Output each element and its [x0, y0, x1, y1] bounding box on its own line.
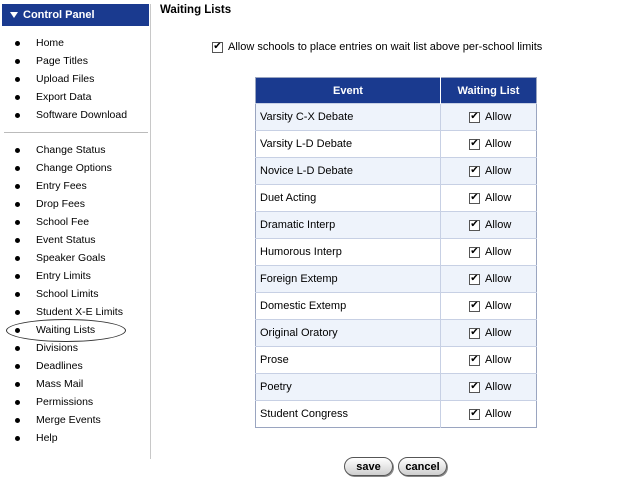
- allow-label: Allow: [485, 246, 512, 258]
- allow-label: Allow: [485, 381, 512, 393]
- sidebar-item-label: Page Titles: [36, 55, 88, 67]
- waiting-list-cell: [441, 266, 537, 293]
- allow-label: Allow: [485, 300, 512, 312]
- allow-above-limits-label: Allow schools to place entries on wait list above per-school limits: [228, 41, 543, 53]
- bullet-icon: [15, 382, 20, 387]
- bullet-icon: [15, 346, 20, 351]
- bullet-icon: [15, 400, 20, 405]
- allow-option[interactable]: [469, 354, 536, 366]
- allow-checkbox[interactable]: ✔: [470, 219, 479, 230]
- bullet-icon: [15, 310, 20, 315]
- sidebar-item[interactable]: [0, 213, 123, 231]
- table-row: [256, 320, 537, 347]
- allow-checkbox[interactable]: ✔: [470, 408, 479, 419]
- bullet-icon: [15, 41, 20, 46]
- sidebar-item-label: Help: [36, 432, 58, 444]
- allow-option[interactable]: [469, 192, 536, 204]
- allow-option[interactable]: [469, 327, 536, 339]
- bullet-icon: [15, 113, 20, 118]
- sidebar-item-label: School Limits: [36, 288, 99, 300]
- sidebar-item[interactable]: [0, 177, 123, 195]
- sidebar-item-label: Speaker Goals: [36, 252, 106, 264]
- bullet-icon: [15, 95, 20, 100]
- event-name-cell: Domestic Extemp: [256, 293, 441, 320]
- table-row: [256, 266, 537, 293]
- sidebar-item[interactable]: [0, 195, 123, 213]
- allow-option[interactable]: [469, 408, 536, 420]
- sidebar-item[interactable]: [0, 52, 127, 70]
- bullet-icon: [15, 238, 20, 243]
- nav-group-settings: [0, 141, 123, 447]
- sidebar-item-label: Export Data: [36, 91, 92, 103]
- sidebar-item[interactable]: [0, 231, 123, 249]
- event-name-cell: Dramatic Interp: [256, 212, 441, 239]
- allow-checkbox[interactable]: ✔: [470, 381, 479, 392]
- event-name-cell: Novice L-D Debate: [256, 158, 441, 185]
- allow-label: Allow: [485, 165, 512, 177]
- sidebar-item-label: Upload Files: [36, 73, 95, 85]
- control-panel-title: Control Panel: [23, 9, 95, 21]
- sidebar-item-label: Change Options: [36, 162, 112, 174]
- sidebar-item[interactable]: [0, 88, 127, 106]
- event-name-cell: Humorous Interp: [256, 239, 441, 266]
- sidebar-item[interactable]: [0, 267, 123, 285]
- sidebar-item[interactable]: [0, 70, 127, 88]
- event-name-cell: Original Oratory: [256, 320, 441, 347]
- waiting-list-cell: [441, 320, 537, 347]
- allow-option[interactable]: [469, 111, 536, 123]
- column-header-waiting-list: Waiting List: [441, 78, 537, 104]
- allow-label: Allow: [485, 111, 512, 123]
- waiting-list-cell: [441, 239, 537, 266]
- sidebar-item-label: Software Download: [36, 109, 128, 121]
- sidebar-item[interactable]: [0, 106, 127, 124]
- table-row: [256, 104, 537, 131]
- waiting-list-cell: [441, 374, 537, 401]
- nav-group-primary: [0, 34, 127, 124]
- table-row: [256, 212, 537, 239]
- table-row: [256, 293, 537, 320]
- event-name-cell: Foreign Extemp: [256, 266, 441, 293]
- allow-above-limits-checkbox[interactable]: ✔: [213, 41, 222, 52]
- table-row: [256, 158, 537, 185]
- sidebar-item-label: School Fee: [36, 216, 90, 228]
- allow-option[interactable]: [469, 219, 536, 231]
- allow-checkbox[interactable]: ✔: [470, 246, 479, 257]
- sidebar-item[interactable]: [0, 249, 123, 267]
- allow-option[interactable]: [469, 273, 536, 285]
- waiting-list-cell: [441, 158, 537, 185]
- control-panel-header[interactable]: [2, 4, 149, 26]
- highlight-oval: [6, 319, 126, 342]
- table-row: [256, 131, 537, 158]
- waiting-list-cell: [441, 104, 537, 131]
- allow-checkbox[interactable]: ✔: [470, 138, 479, 149]
- waiting-list-cell: [441, 185, 537, 212]
- event-name-cell: Varsity C-X Debate: [256, 104, 441, 131]
- table-row: [256, 401, 537, 428]
- bullet-icon: [15, 184, 20, 189]
- allow-checkbox[interactable]: ✔: [470, 192, 479, 203]
- table-row: [256, 239, 537, 266]
- allow-label: Allow: [485, 192, 512, 204]
- sidebar-item-label: Change Status: [36, 144, 106, 156]
- sidebar-item[interactable]: [0, 357, 123, 375]
- allow-label: Allow: [485, 354, 512, 366]
- sidebar-item[interactable]: [0, 285, 123, 303]
- event-name-cell: Prose: [256, 347, 441, 374]
- allow-above-limits-option[interactable]: [212, 41, 542, 53]
- allow-option[interactable]: [469, 165, 536, 177]
- allow-checkbox[interactable]: ✔: [470, 273, 479, 284]
- page-title: Waiting Lists: [160, 4, 232, 16]
- allow-option[interactable]: [469, 300, 536, 312]
- sidebar-item-label: Divisions: [36, 342, 79, 354]
- allow-option[interactable]: [469, 381, 536, 393]
- event-name-cell: Varsity L-D Debate: [256, 131, 441, 158]
- waiting-list-cell: [441, 131, 537, 158]
- collapse-triangle-icon: [10, 12, 18, 18]
- bullet-icon: [15, 148, 20, 153]
- allow-label: Allow: [485, 138, 512, 150]
- table-row: [256, 185, 537, 212]
- sidebar-item-label: Entry Fees: [36, 180, 87, 192]
- sidebar-item[interactable]: [0, 159, 123, 177]
- waiting-list-cell: [441, 401, 537, 428]
- allow-option[interactable]: [469, 138, 536, 150]
- sidebar-item-label: Home: [36, 37, 65, 49]
- sidebar-item-label: Event Status: [36, 234, 96, 246]
- sidebar-item[interactable]: [0, 429, 123, 447]
- sidebar-item-label: Drop Fees: [36, 198, 86, 210]
- sidebar-item-label: Merge Events: [36, 414, 101, 426]
- allow-label: Allow: [485, 273, 512, 285]
- bullet-icon: [15, 418, 20, 423]
- allow-label: Allow: [485, 219, 512, 231]
- table-row: [256, 374, 537, 401]
- bullet-icon: [15, 59, 20, 64]
- bullet-icon: [15, 202, 20, 207]
- sidebar-item[interactable]: [0, 411, 123, 429]
- waiting-list-cell: [441, 212, 537, 239]
- event-name-cell: Duet Acting: [256, 185, 441, 212]
- bullet-icon: [15, 256, 20, 261]
- bullet-icon: [15, 220, 20, 225]
- sidebar-item[interactable]: [0, 141, 123, 159]
- bullet-icon: [15, 364, 20, 369]
- table-header-row: [256, 78, 537, 104]
- waiting-list-cell: [441, 293, 537, 320]
- sidebar-item-label: Deadlines: [36, 360, 83, 372]
- allow-checkbox[interactable]: ✔: [470, 111, 479, 122]
- bullet-icon: [15, 166, 20, 171]
- event-name-cell: Poetry: [256, 374, 441, 401]
- sidebar-item[interactable]: [0, 375, 123, 393]
- allow-option[interactable]: [469, 246, 536, 258]
- allow-checkbox[interactable]: ✔: [470, 354, 479, 365]
- bullet-icon: [15, 77, 20, 82]
- save-button[interactable]: save: [344, 457, 393, 476]
- event-name-cell: Student Congress: [256, 401, 441, 428]
- allow-checkbox[interactable]: ✔: [470, 165, 479, 176]
- waiting-list-table: [255, 77, 537, 428]
- table-row: [256, 347, 537, 374]
- sidebar-item-label: Mass Mail: [36, 378, 84, 390]
- allow-checkbox[interactable]: ✔: [470, 300, 479, 311]
- sidebar-item-label: Permissions: [36, 396, 94, 408]
- waiting-list-cell: [441, 347, 537, 374]
- cancel-button[interactable]: cancel: [398, 457, 447, 476]
- sidebar-item[interactable]: [0, 393, 123, 411]
- allow-label: Allow: [485, 408, 512, 420]
- bullet-icon: [15, 436, 20, 441]
- sidebar-item-label: Entry Limits: [36, 270, 91, 282]
- allow-checkbox[interactable]: ✔: [470, 327, 479, 338]
- sidebar-divider: [4, 132, 148, 133]
- allow-label: Allow: [485, 327, 512, 339]
- sidebar-item-label: Waiting Lists: [36, 324, 96, 336]
- column-header-event: Event: [256, 78, 441, 104]
- sidebar-item[interactable]: [0, 34, 127, 52]
- sidebar-item-label: Student X-E Limits: [36, 306, 123, 318]
- bullet-icon: [15, 274, 20, 279]
- bullet-icon: [15, 292, 20, 297]
